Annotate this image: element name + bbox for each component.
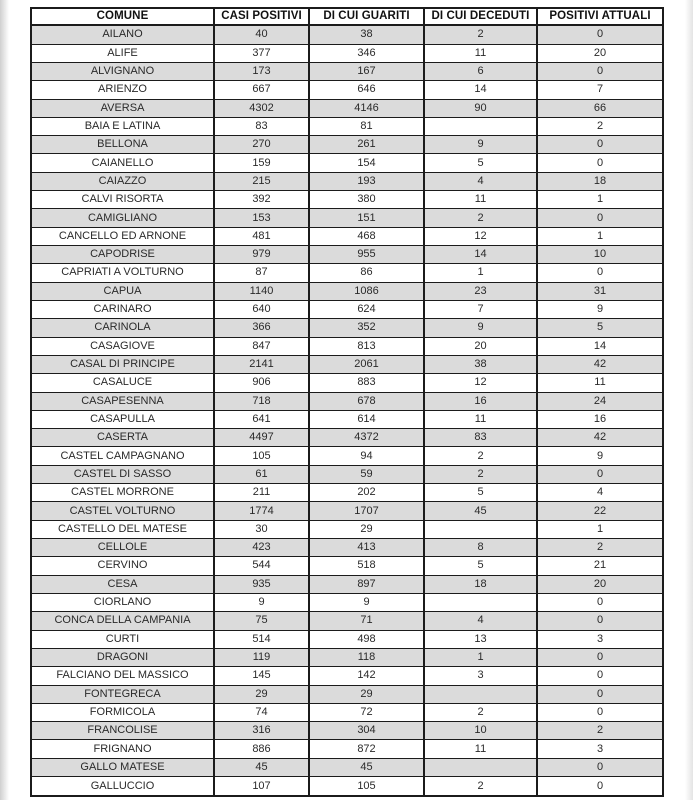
table-row — [31, 81, 663, 99]
table-row — [31, 374, 663, 392]
cell-comune: CAPUA — [31, 282, 214, 300]
cell-di-cui-deceduti: 9 — [424, 319, 537, 337]
cell-casi-positivi: 392 — [214, 191, 309, 209]
cell-di-cui-guariti: 261 — [309, 136, 424, 154]
table-row — [31, 447, 663, 465]
cell-di-cui-guariti: 94 — [309, 447, 424, 465]
cell-positivi-attuali: 0 — [537, 136, 663, 154]
cell-di-cui-deceduti: 45 — [424, 502, 537, 520]
table-row — [31, 703, 663, 721]
cell-positivi-attuali: 0 — [537, 25, 663, 44]
table-row — [31, 44, 663, 62]
cell-casi-positivi: 316 — [214, 722, 309, 740]
cell-di-cui-guariti: 646 — [309, 81, 424, 99]
cell-di-cui-deceduti: 4 — [424, 612, 537, 630]
cell-positivi-attuali: 1 — [537, 191, 663, 209]
table-row — [31, 758, 663, 776]
cell-positivi-attuali: 16 — [537, 410, 663, 428]
cell-casi-positivi: 75 — [214, 612, 309, 630]
column-header-positivi-attuali: POSITIVI ATTUALI — [537, 8, 663, 25]
cell-di-cui-guariti: 1086 — [309, 282, 424, 300]
table-row — [31, 465, 663, 483]
cell-di-cui-deceduti: 1 — [424, 264, 537, 282]
cell-casi-positivi: 153 — [214, 209, 309, 227]
cell-di-cui-guariti: 380 — [309, 191, 424, 209]
cell-di-cui-guariti: 45 — [309, 758, 424, 776]
cell-di-cui-deceduti — [424, 117, 537, 135]
cell-di-cui-guariti: 202 — [309, 484, 424, 502]
cell-di-cui-guariti: 468 — [309, 227, 424, 245]
cell-di-cui-deceduti: 90 — [424, 99, 537, 117]
cell-comune: CASAPESENNA — [31, 392, 214, 410]
cell-di-cui-deceduti: 2 — [424, 703, 537, 721]
table-row — [31, 722, 663, 740]
cell-di-cui-deceduti: 3 — [424, 667, 537, 685]
cell-comune: BAIA E LATINA — [31, 117, 214, 135]
cell-di-cui-guariti: 883 — [309, 374, 424, 392]
cell-comune: CAPRIATI A VOLTURNO — [31, 264, 214, 282]
cell-comune: CAIANELLO — [31, 154, 214, 172]
cell-comune: CIORLANO — [31, 593, 214, 611]
cell-casi-positivi: 107 — [214, 777, 309, 796]
cell-positivi-attuali: 18 — [537, 172, 663, 190]
cell-comune: CASTEL DI SASSO — [31, 465, 214, 483]
table-row — [31, 191, 663, 209]
cell-casi-positivi: 83 — [214, 117, 309, 135]
cell-di-cui-guariti: 9 — [309, 593, 424, 611]
cell-comune: CURTI — [31, 630, 214, 648]
cell-di-cui-deceduti: 6 — [424, 62, 537, 80]
table-header-row — [31, 8, 663, 25]
cell-di-cui-guariti: 118 — [309, 648, 424, 666]
cell-casi-positivi: 366 — [214, 319, 309, 337]
cell-di-cui-guariti: 498 — [309, 630, 424, 648]
cell-casi-positivi: 1774 — [214, 502, 309, 520]
cell-di-cui-deceduti: 2 — [424, 777, 537, 796]
cell-comune: ALVIGNANO — [31, 62, 214, 80]
cell-comune: CARINARO — [31, 300, 214, 318]
cell-positivi-attuali: 0 — [537, 465, 663, 483]
cell-positivi-attuali: 20 — [537, 575, 663, 593]
cell-comune: CESA — [31, 575, 214, 593]
cell-comune: CALVI RISORTA — [31, 191, 214, 209]
cell-casi-positivi: 29 — [214, 685, 309, 703]
table-row — [31, 593, 663, 611]
cell-di-cui-guariti: 346 — [309, 44, 424, 62]
table-row — [31, 777, 663, 796]
cell-positivi-attuali: 0 — [537, 154, 663, 172]
table-row — [31, 246, 663, 264]
cell-di-cui-guariti: 142 — [309, 667, 424, 685]
cell-di-cui-deceduti: 38 — [424, 355, 537, 373]
cell-di-cui-guariti: 624 — [309, 300, 424, 318]
cell-di-cui-guariti: 151 — [309, 209, 424, 227]
cell-positivi-attuali: 42 — [537, 429, 663, 447]
cell-positivi-attuali: 1 — [537, 227, 663, 245]
table-row — [31, 282, 663, 300]
table-row — [31, 539, 663, 557]
cell-di-cui-deceduti: 10 — [424, 722, 537, 740]
table-row — [31, 209, 663, 227]
cell-casi-positivi: 159 — [214, 154, 309, 172]
cell-di-cui-guariti: 154 — [309, 154, 424, 172]
cell-di-cui-deceduti: 1 — [424, 648, 537, 666]
cell-casi-positivi: 173 — [214, 62, 309, 80]
table-row — [31, 392, 663, 410]
cell-comune: CANCELLO ED ARNONE — [31, 227, 214, 245]
cell-casi-positivi: 9 — [214, 593, 309, 611]
cell-positivi-attuali: 2 — [537, 539, 663, 557]
table-row — [31, 154, 663, 172]
cell-di-cui-deceduti: 8 — [424, 539, 537, 557]
cell-positivi-attuali: 0 — [537, 758, 663, 776]
cell-di-cui-deceduti: 12 — [424, 227, 537, 245]
table-row — [31, 264, 663, 282]
cell-positivi-attuali: 7 — [537, 81, 663, 99]
table-row — [31, 300, 663, 318]
cell-di-cui-guariti: 614 — [309, 410, 424, 428]
cell-comune: CONCA DELLA CAMPANIA — [31, 612, 214, 630]
cell-di-cui-guariti: 352 — [309, 319, 424, 337]
table-row — [31, 25, 663, 44]
cell-comune: CASALUCE — [31, 374, 214, 392]
cell-positivi-attuali: 0 — [537, 593, 663, 611]
table-row — [31, 319, 663, 337]
cell-casi-positivi: 935 — [214, 575, 309, 593]
cell-di-cui-guariti: 4146 — [309, 99, 424, 117]
cell-positivi-attuali: 9 — [537, 300, 663, 318]
table-row — [31, 227, 663, 245]
cell-comune: CARINOLA — [31, 319, 214, 337]
cell-comune: ALIFE — [31, 44, 214, 62]
cell-positivi-attuali: 0 — [537, 648, 663, 666]
table-row — [31, 484, 663, 502]
cell-casi-positivi: 377 — [214, 44, 309, 62]
cell-di-cui-guariti: 872 — [309, 740, 424, 758]
column-header-comune: COMUNE — [31, 8, 214, 25]
table-row — [31, 117, 663, 135]
cell-casi-positivi: 211 — [214, 484, 309, 502]
cell-positivi-attuali: 0 — [537, 264, 663, 282]
cell-di-cui-guariti: 38 — [309, 25, 424, 44]
cell-casi-positivi: 667 — [214, 81, 309, 99]
cell-positivi-attuali: 14 — [537, 337, 663, 355]
cell-comune: CASTEL MORRONE — [31, 484, 214, 502]
table-row — [31, 612, 663, 630]
cell-casi-positivi: 514 — [214, 630, 309, 648]
table-row — [31, 429, 663, 447]
cell-casi-positivi: 847 — [214, 337, 309, 355]
cell-positivi-attuali: 0 — [537, 685, 663, 703]
cell-di-cui-deceduti — [424, 593, 537, 611]
cell-di-cui-guariti: 86 — [309, 264, 424, 282]
cell-casi-positivi: 61 — [214, 465, 309, 483]
cell-di-cui-guariti: 678 — [309, 392, 424, 410]
cell-di-cui-deceduti: 2 — [424, 447, 537, 465]
cell-positivi-attuali: 11 — [537, 374, 663, 392]
cell-comune: CASERTA — [31, 429, 214, 447]
cell-positivi-attuali: 3 — [537, 630, 663, 648]
table-row — [31, 520, 663, 538]
cell-di-cui-deceduti: 5 — [424, 557, 537, 575]
cell-comune: FRIGNANO — [31, 740, 214, 758]
cell-comune: CELLOLE — [31, 539, 214, 557]
cell-casi-positivi: 40 — [214, 25, 309, 44]
cell-comune: FORMICOLA — [31, 703, 214, 721]
cell-di-cui-deceduti: 5 — [424, 154, 537, 172]
cell-di-cui-guariti: 1707 — [309, 502, 424, 520]
cell-di-cui-deceduti: 9 — [424, 136, 537, 154]
table-row — [31, 172, 663, 190]
cell-di-cui-deceduti: 2 — [424, 209, 537, 227]
cell-di-cui-guariti: 81 — [309, 117, 424, 135]
table-row — [31, 648, 663, 666]
cell-di-cui-deceduti: 11 — [424, 740, 537, 758]
cell-comune: DRAGONI — [31, 648, 214, 666]
cell-casi-positivi: 906 — [214, 374, 309, 392]
cell-di-cui-guariti: 897 — [309, 575, 424, 593]
cell-di-cui-deceduti: 4 — [424, 172, 537, 190]
cell-casi-positivi: 105 — [214, 447, 309, 465]
cell-di-cui-deceduti: 5 — [424, 484, 537, 502]
table-row — [31, 355, 663, 373]
cell-di-cui-deceduti: 83 — [424, 429, 537, 447]
cell-di-cui-deceduti: 14 — [424, 81, 537, 99]
cell-casi-positivi: 215 — [214, 172, 309, 190]
table-row — [31, 740, 663, 758]
cell-casi-positivi: 74 — [214, 703, 309, 721]
cell-casi-positivi: 544 — [214, 557, 309, 575]
cell-comune: FRANCOLISE — [31, 722, 214, 740]
cell-di-cui-guariti: 29 — [309, 685, 424, 703]
cell-comune: FALCIANO DEL MASSICO — [31, 667, 214, 685]
cell-casi-positivi: 1140 — [214, 282, 309, 300]
cell-comune: CAMIGLIANO — [31, 209, 214, 227]
cell-comune: BELLONA — [31, 136, 214, 154]
table-row — [31, 630, 663, 648]
cell-positivi-attuali: 22 — [537, 502, 663, 520]
right-edge-shadow — [685, 0, 693, 800]
cell-di-cui-deceduti: 12 — [424, 374, 537, 392]
cell-casi-positivi: 30 — [214, 520, 309, 538]
cell-di-cui-deceduti — [424, 520, 537, 538]
table-row — [31, 667, 663, 685]
cell-casi-positivi: 4497 — [214, 429, 309, 447]
table-row — [31, 99, 663, 117]
cell-positivi-attuali: 0 — [537, 703, 663, 721]
table-row — [31, 557, 663, 575]
cell-di-cui-guariti: 2061 — [309, 355, 424, 373]
table-row — [31, 502, 663, 520]
cell-di-cui-deceduti: 23 — [424, 282, 537, 300]
cell-positivi-attuali: 5 — [537, 319, 663, 337]
cell-di-cui-deceduti: 7 — [424, 300, 537, 318]
cell-di-cui-guariti: 813 — [309, 337, 424, 355]
cell-di-cui-guariti: 518 — [309, 557, 424, 575]
cell-di-cui-deceduti: 2 — [424, 465, 537, 483]
cell-casi-positivi: 641 — [214, 410, 309, 428]
cell-comune: GALLUCCIO — [31, 777, 214, 796]
cell-positivi-attuali: 0 — [537, 667, 663, 685]
cell-di-cui-guariti: 413 — [309, 539, 424, 557]
cell-di-cui-deceduti: 11 — [424, 191, 537, 209]
cell-positivi-attuali: 4 — [537, 484, 663, 502]
table-body — [31, 25, 663, 796]
cell-positivi-attuali: 0 — [537, 62, 663, 80]
table-row — [31, 685, 663, 703]
cell-casi-positivi: 979 — [214, 246, 309, 264]
cell-di-cui-deceduti: 20 — [424, 337, 537, 355]
cell-positivi-attuali: 42 — [537, 355, 663, 373]
cell-casi-positivi: 45 — [214, 758, 309, 776]
cell-positivi-attuali: 0 — [537, 777, 663, 796]
cell-comune: CASTEL CAMPAGNANO — [31, 447, 214, 465]
cell-comune: CAIAZZO — [31, 172, 214, 190]
cell-di-cui-guariti: 193 — [309, 172, 424, 190]
cell-comune: AVERSA — [31, 99, 214, 117]
cell-positivi-attuali: 66 — [537, 99, 663, 117]
cell-positivi-attuali: 2 — [537, 722, 663, 740]
cell-di-cui-deceduti: 11 — [424, 410, 537, 428]
table-row — [31, 62, 663, 80]
cell-comune: CASTELLO DEL MATESE — [31, 520, 214, 538]
cell-di-cui-deceduti: 13 — [424, 630, 537, 648]
table-row — [31, 410, 663, 428]
cell-comune: CASAL DI PRINCIPE — [31, 355, 214, 373]
cell-di-cui-guariti: 955 — [309, 246, 424, 264]
table-row — [31, 575, 663, 593]
column-header-di-cui-guariti: DI CUI GUARITI — [309, 8, 424, 25]
cell-comune: CASAPULLA — [31, 410, 214, 428]
cell-casi-positivi: 886 — [214, 740, 309, 758]
cell-casi-positivi: 2141 — [214, 355, 309, 373]
cell-casi-positivi: 4302 — [214, 99, 309, 117]
cell-di-cui-guariti: 29 — [309, 520, 424, 538]
column-header-casi-positivi: CASI POSITIVI — [214, 8, 309, 25]
cell-di-cui-deceduti: 18 — [424, 575, 537, 593]
cell-di-cui-guariti: 304 — [309, 722, 424, 740]
cell-positivi-attuali: 21 — [537, 557, 663, 575]
cell-positivi-attuali: 3 — [537, 740, 663, 758]
cell-positivi-attuali: 20 — [537, 44, 663, 62]
cell-casi-positivi: 145 — [214, 667, 309, 685]
cell-positivi-attuali: 10 — [537, 246, 663, 264]
cell-comune: AILANO — [31, 25, 214, 44]
left-edge-shadow — [0, 0, 9, 800]
cell-di-cui-deceduti: 11 — [424, 44, 537, 62]
cell-comune: FONTEGRECA — [31, 685, 214, 703]
cell-positivi-attuali: 2 — [537, 117, 663, 135]
cell-di-cui-guariti: 71 — [309, 612, 424, 630]
column-header-di-cui-deceduti: DI CUI DECEDUTI — [424, 8, 537, 25]
cell-positivi-attuali: 0 — [537, 209, 663, 227]
cell-di-cui-deceduti: 14 — [424, 246, 537, 264]
cell-comune: CASTEL VOLTURNO — [31, 502, 214, 520]
cell-casi-positivi: 423 — [214, 539, 309, 557]
cell-di-cui-deceduti — [424, 758, 537, 776]
cell-casi-positivi: 640 — [214, 300, 309, 318]
cell-positivi-attuali: 1 — [537, 520, 663, 538]
cell-casi-positivi: 718 — [214, 392, 309, 410]
cell-positivi-attuali: 0 — [537, 612, 663, 630]
cell-comune: CAPODRISE — [31, 246, 214, 264]
cell-comune: ARIENZO — [31, 81, 214, 99]
table-row — [31, 337, 663, 355]
cell-di-cui-guariti: 72 — [309, 703, 424, 721]
cell-di-cui-guariti: 105 — [309, 777, 424, 796]
table-row — [31, 136, 663, 154]
cell-di-cui-guariti: 4372 — [309, 429, 424, 447]
cell-casi-positivi: 481 — [214, 227, 309, 245]
covid-comuni-table — [30, 7, 664, 797]
cell-comune: CERVINO — [31, 557, 214, 575]
cell-positivi-attuali: 9 — [537, 447, 663, 465]
cell-comune: GALLO MATESE — [31, 758, 214, 776]
cell-casi-positivi: 119 — [214, 648, 309, 666]
cell-casi-positivi: 270 — [214, 136, 309, 154]
cell-positivi-attuali: 31 — [537, 282, 663, 300]
cell-positivi-attuali: 24 — [537, 392, 663, 410]
cell-casi-positivi: 87 — [214, 264, 309, 282]
cell-comune: CASAGIOVE — [31, 337, 214, 355]
cell-di-cui-guariti: 167 — [309, 62, 424, 80]
cell-di-cui-guariti: 59 — [309, 465, 424, 483]
cell-di-cui-deceduti: 2 — [424, 25, 537, 44]
cell-di-cui-deceduti — [424, 685, 537, 703]
cell-di-cui-deceduti: 16 — [424, 392, 537, 410]
table-header — [31, 8, 663, 25]
